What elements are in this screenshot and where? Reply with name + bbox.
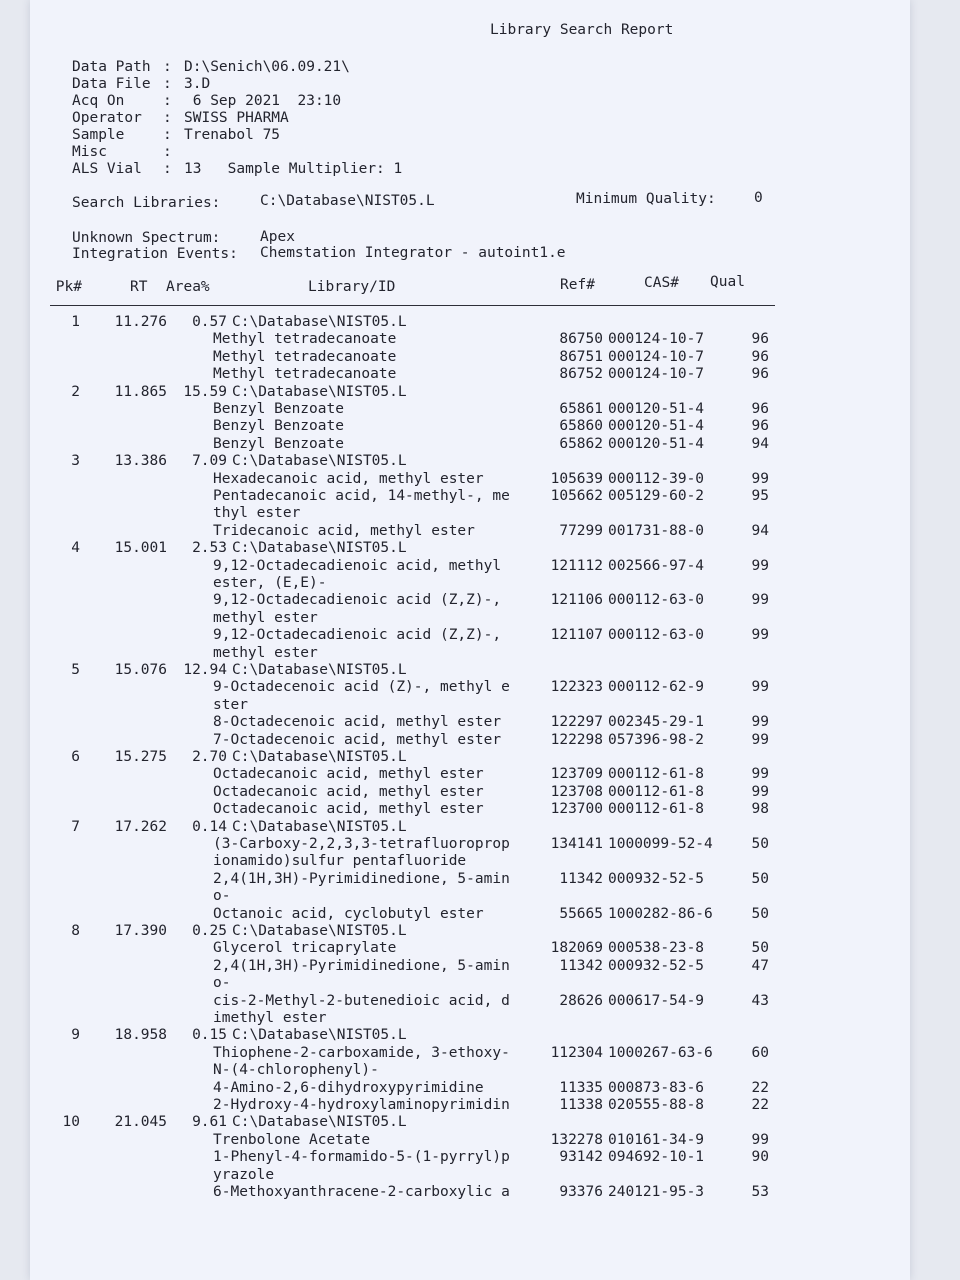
integration-events-label: Integration Events: <box>72 246 238 262</box>
hit-cas-number: 000617-54-9 <box>608 992 705 1009</box>
hit-reference-number: 182069 <box>550 940 603 957</box>
header-field-value: 3.D <box>184 76 211 92</box>
hit-compound-name: N-(4-chlorophenyl)- <box>213 1062 379 1079</box>
hit-quality: 95 <box>751 488 769 504</box>
hit-reference-number: 105639 <box>550 470 603 487</box>
peak-number: 3 <box>71 453 80 470</box>
minimum-quality-value: 0 <box>754 190 763 206</box>
hit-compound-name: Methyl tetradecanoate <box>213 366 397 383</box>
hit-quality: 99 <box>751 714 769 731</box>
hit-compound-name: o- <box>213 888 231 905</box>
peak-retention-time: 21.045 <box>114 1114 167 1131</box>
hit-reference-number: 123708 <box>550 783 603 800</box>
hit-reference-number: 55665 <box>559 905 603 922</box>
hit-cas-number: 000932-52-5 <box>608 870 705 887</box>
header-field-value: Trenabol 75 <box>184 127 281 143</box>
hit-quality: 60 <box>751 1044 769 1061</box>
hit-cas-number: 000112-63-0 <box>608 592 705 609</box>
peak-area-percent: 0.14 <box>192 818 227 835</box>
hit-cas-number: 005129-60-2 <box>608 488 705 504</box>
hit-compound-name: ester, (E,E)- <box>213 575 327 591</box>
unknown-spectrum-value: Apex <box>260 229 295 245</box>
hit-reference-number: 11342 <box>559 957 603 974</box>
hit-reference-number: 112304 <box>550 1044 603 1061</box>
hit-compound-name: methyl ester <box>213 609 318 626</box>
hit-reference-number: 77299 <box>559 522 603 539</box>
peak-library-path: C:\Database\NIST05.L <box>232 662 407 678</box>
search-libraries-label: Search Libraries: <box>72 195 221 211</box>
header-field-colon: : <box>163 161 172 177</box>
hit-reference-number: 132278 <box>550 1131 603 1148</box>
header-divider <box>50 305 775 306</box>
hit-compound-name: Octanoic acid, cyclobutyl ester <box>213 905 484 922</box>
hit-quality: 96 <box>751 331 769 348</box>
peak-retention-time: 18.958 <box>114 1027 167 1044</box>
column-header-library: Library/ID <box>308 279 396 295</box>
peak-number: 9 <box>71 1027 80 1044</box>
hit-cas-number: 000538-23-8 <box>608 940 705 957</box>
report-page <box>30 0 910 1280</box>
hit-cas-number: 000120-51-4 <box>608 401 705 417</box>
hit-quality: 22 <box>751 1079 769 1096</box>
header-field-colon: : <box>163 127 172 143</box>
hit-compound-name: Hexadecanoic acid, methyl ester <box>213 470 484 487</box>
peak-area-percent: 0.57 <box>192 314 227 330</box>
hit-compound-name: Octadecanoic acid, methyl ester <box>213 766 484 783</box>
hit-compound-name: Benzyl Benzoate <box>213 401 344 417</box>
hit-reference-number: 65862 <box>559 435 603 452</box>
peak-retention-time: 11.865 <box>114 383 167 400</box>
peak-library-path: C:\Database\NIST05.L <box>232 540 407 557</box>
peak-area-percent: 15.59 <box>183 383 227 400</box>
peak-area-percent: 0.25 <box>192 923 227 939</box>
header-field-colon: : <box>163 76 172 92</box>
search-libraries-value: C:\Database\NIST05.L <box>260 193 435 209</box>
hit-reference-number: 86751 <box>559 348 603 365</box>
hit-reference-number: 134141 <box>550 836 603 852</box>
hit-cas-number: 020555-88-8 <box>608 1097 705 1113</box>
hit-quality: 99 <box>751 627 769 644</box>
hit-cas-number: 000112-61-8 <box>608 801 705 818</box>
peak-number: 6 <box>71 749 80 765</box>
header-field-label: ALS Vial <box>72 161 142 177</box>
hit-cas-number: 1000282-86-6 <box>608 905 713 922</box>
hit-cas-number: 1000099-52-4 <box>608 836 713 852</box>
header-field-colon: : <box>163 59 172 75</box>
hit-reference-number: 122297 <box>550 714 603 731</box>
header-field-label: Misc <box>72 144 107 160</box>
hit-compound-name: 8-Octadecenoic acid, methyl ester <box>213 714 502 731</box>
hit-compound-name: 2-Hydroxy-4-hydroxylaminopyrimidin <box>213 1097 510 1113</box>
unknown-spectrum-label: Unknown Spectrum: <box>72 230 221 246</box>
hit-cas-number: 000124-10-7 <box>608 366 705 383</box>
hit-reference-number: 93142 <box>559 1149 603 1166</box>
hit-quality: 99 <box>751 766 769 783</box>
hit-compound-name: Benzyl Benzoate <box>213 418 344 435</box>
hit-cas-number: 000112-39-0 <box>608 470 705 487</box>
peak-retention-time: 15.001 <box>114 540 167 557</box>
hit-cas-number: 010161-34-9 <box>608 1131 705 1148</box>
peak-library-path: C:\Database\NIST05.L <box>232 923 407 939</box>
hit-reference-number: 121112 <box>550 557 603 574</box>
hit-cas-number: 000112-63-0 <box>608 627 705 644</box>
hit-compound-name: 4-Amino-2,6-dihydroxypyrimidine <box>213 1079 484 1096</box>
header-field-value: SWISS PHARMA <box>184 110 289 126</box>
hit-reference-number: 28626 <box>559 992 603 1009</box>
peak-area-percent: 2.53 <box>192 540 227 557</box>
hit-compound-name: 9,12-Octadecadienoic acid, methyl <box>213 557 502 574</box>
peak-number: 5 <box>71 662 80 678</box>
hit-compound-name: thyl ester <box>213 505 301 522</box>
hit-cas-number: 000112-61-8 <box>608 783 705 800</box>
hit-quality: 98 <box>751 801 769 818</box>
hit-reference-number: 86752 <box>559 366 603 383</box>
peak-retention-time: 17.390 <box>114 923 167 939</box>
hit-quality: 50 <box>751 836 769 852</box>
hit-quality: 22 <box>751 1097 769 1113</box>
peak-number: 10 <box>62 1114 80 1131</box>
hit-compound-name: 6-Methoxyanthracene-2-carboxylic a <box>213 1184 510 1200</box>
header-field-label: Data Path <box>72 59 151 75</box>
hit-reference-number: 123709 <box>550 766 603 783</box>
hit-quality: 99 <box>751 731 769 748</box>
hit-reference-number: 105662 <box>550 488 603 504</box>
hit-quality: 47 <box>751 957 769 974</box>
report-title: Library Search Report <box>490 22 674 38</box>
hit-quality: 96 <box>751 348 769 365</box>
hit-compound-name: 2,4(1H,3H)-Pyrimidinedione, 5-amin <box>213 957 510 974</box>
column-header-rt: RT <box>130 279 148 295</box>
hit-compound-name: Octadecanoic acid, methyl ester <box>213 801 484 818</box>
hit-compound-name: Glycerol tricaprylate <box>213 940 397 957</box>
hit-cas-number: 057396-98-2 <box>608 731 705 748</box>
peak-number: 8 <box>71 923 80 939</box>
column-header-area: Area% <box>166 279 210 295</box>
hit-compound-name: Trenbolone Acetate <box>213 1131 371 1148</box>
hit-quality: 90 <box>751 1149 769 1166</box>
column-header-qual: Qual <box>710 274 745 290</box>
column-header-cas: CAS# <box>644 275 679 291</box>
hit-quality: 53 <box>751 1184 769 1200</box>
hit-quality: 99 <box>751 783 769 800</box>
hit-cas-number: 240121-95-3 <box>608 1184 705 1200</box>
hit-reference-number: 86750 <box>559 331 603 348</box>
peak-number: 7 <box>71 818 80 835</box>
hit-reference-number: 11342 <box>559 870 603 887</box>
hit-quality: 96 <box>751 366 769 383</box>
peak-library-path: C:\Database\NIST05.L <box>232 749 407 765</box>
peak-area-percent: 12.94 <box>183 662 227 678</box>
hit-quality: 99 <box>751 679 769 696</box>
header-field-value: 13 Sample Multiplier: 1 <box>184 161 403 177</box>
hit-reference-number: 123700 <box>550 801 603 818</box>
hit-reference-number: 121106 <box>550 592 603 609</box>
hit-quality: 99 <box>751 592 769 609</box>
hit-reference-number: 11338 <box>559 1097 603 1113</box>
hit-compound-name: Tridecanoic acid, methyl ester <box>213 522 475 539</box>
hit-compound-name: Octadecanoic acid, methyl ester <box>213 783 484 800</box>
hit-quality: 50 <box>751 940 769 957</box>
hit-compound-name: 9-Octadecenoic acid (Z)-, methyl e <box>213 679 510 696</box>
hit-cas-number: 000120-51-4 <box>608 435 705 452</box>
hit-cas-number: 000124-10-7 <box>608 348 705 365</box>
hit-reference-number: 122298 <box>550 731 603 748</box>
hit-reference-number: 65861 <box>559 401 603 417</box>
header-field-colon: : <box>163 110 172 126</box>
peak-area-percent: 9.61 <box>192 1114 227 1131</box>
hit-reference-number: 121107 <box>550 627 603 644</box>
hit-compound-name: 9,12-Octadecadienoic acid (Z,Z)-, <box>213 592 502 609</box>
peak-library-path: C:\Database\NIST05.L <box>232 818 407 835</box>
peak-number: 1 <box>71 314 80 330</box>
header-field-colon: : <box>163 144 172 160</box>
hit-cas-number: 002566-97-4 <box>608 557 705 574</box>
integration-events-value: Chemstation Integrator - autoint1.e <box>260 245 566 261</box>
header-field-label: Acq On <box>72 93 125 109</box>
peak-library-path: C:\Database\NIST05.L <box>232 1027 407 1044</box>
column-header-ref: Ref# <box>560 277 595 293</box>
peak-area-percent: 2.70 <box>192 749 227 765</box>
hit-compound-name: methyl ester <box>213 644 318 661</box>
hit-cas-number: 000873-83-6 <box>608 1079 705 1096</box>
hit-cas-number: 1000267-63-6 <box>608 1044 713 1061</box>
hit-compound-name: Methyl tetradecanoate <box>213 331 397 348</box>
hit-cas-number: 000124-10-7 <box>608 331 705 348</box>
header-field-value: 6 Sep 2021 23:10 <box>184 93 342 109</box>
hit-quality: 94 <box>751 435 769 452</box>
peak-retention-time: 15.275 <box>114 749 167 765</box>
peak-area-percent: 0.15 <box>192 1027 227 1044</box>
hit-compound-name: (3-Carboxy-2,2,3,3-tetrafluoroprop <box>213 836 510 852</box>
peak-retention-time: 11.276 <box>114 314 167 330</box>
hit-compound-name: 2,4(1H,3H)-Pyrimidinedione, 5-amin <box>213 870 510 887</box>
hit-compound-name: Methyl tetradecanoate <box>213 348 397 365</box>
hit-compound-name: Benzyl Benzoate <box>213 435 344 452</box>
hit-quality: 43 <box>751 992 769 1009</box>
hit-quality: 99 <box>751 1131 769 1148</box>
minimum-quality-label: Minimum Quality: <box>576 191 716 207</box>
header-field-label: Data File <box>72 76 151 92</box>
hit-cas-number: 002345-29-1 <box>608 714 705 731</box>
column-header-pk: Pk# <box>55 279 82 295</box>
hit-quality: 99 <box>751 470 769 487</box>
peak-library-path: C:\Database\NIST05.L <box>232 383 407 400</box>
hit-quality: 99 <box>751 557 769 574</box>
hit-compound-name: ionamido)sulfur pentafluoride <box>213 853 467 870</box>
hit-compound-name: ster <box>213 696 248 713</box>
hit-compound-name: Pentadecanoic acid, 14-methyl-, me <box>213 488 510 504</box>
hit-reference-number: 93376 <box>559 1184 603 1200</box>
hit-reference-number: 122323 <box>550 679 603 696</box>
peak-retention-time: 17.262 <box>114 818 167 835</box>
peak-retention-time: 15.076 <box>114 662 167 678</box>
hit-quality: 50 <box>751 905 769 922</box>
peak-library-path: C:\Database\NIST05.L <box>232 453 407 470</box>
hit-compound-name: imethyl ester <box>213 1010 327 1026</box>
hit-cas-number: 094692-10-1 <box>608 1149 705 1166</box>
peak-library-path: C:\Database\NIST05.L <box>232 314 407 330</box>
hit-compound-name: 9,12-Octadecadienoic acid (Z,Z)-, <box>213 627 502 644</box>
header-field-label: Operator <box>72 110 142 126</box>
header-field-colon: : <box>163 93 172 109</box>
peak-area-percent: 7.09 <box>192 453 227 470</box>
header-field-label: Sample <box>72 127 125 143</box>
hit-cas-number: 000120-51-4 <box>608 418 705 435</box>
peak-library-path: C:\Database\NIST05.L <box>232 1114 407 1131</box>
hit-compound-name: yrazole <box>213 1166 275 1183</box>
hit-quality: 50 <box>751 870 769 887</box>
peak-number: 4 <box>71 540 80 557</box>
hit-compound-name: o- <box>213 975 231 992</box>
hit-cas-number: 000932-52-5 <box>608 957 705 974</box>
hit-quality: 96 <box>751 401 769 417</box>
hit-compound-name: Thiophene-2-carboxamide, 3-ethoxy- <box>213 1044 510 1061</box>
peak-number: 2 <box>71 383 80 400</box>
hit-reference-number: 65860 <box>559 418 603 435</box>
header-field-value: D:\Senich\06.09.21\ <box>184 59 350 75</box>
hit-compound-name: cis-2-Methyl-2-butenedioic acid, d <box>213 992 510 1009</box>
hit-reference-number: 11335 <box>559 1079 603 1096</box>
hit-cas-number: 001731-88-0 <box>608 522 705 539</box>
hit-quality: 96 <box>751 418 769 435</box>
peak-retention-time: 13.386 <box>114 453 167 470</box>
hit-compound-name: 1-Phenyl-4-formamido-5-(1-pyrryl)p <box>213 1149 510 1166</box>
hit-cas-number: 000112-61-8 <box>608 766 705 783</box>
hit-quality: 94 <box>751 522 769 539</box>
hit-cas-number: 000112-62-9 <box>608 679 705 696</box>
hit-compound-name: 7-Octadecenoic acid, methyl ester <box>213 731 502 748</box>
